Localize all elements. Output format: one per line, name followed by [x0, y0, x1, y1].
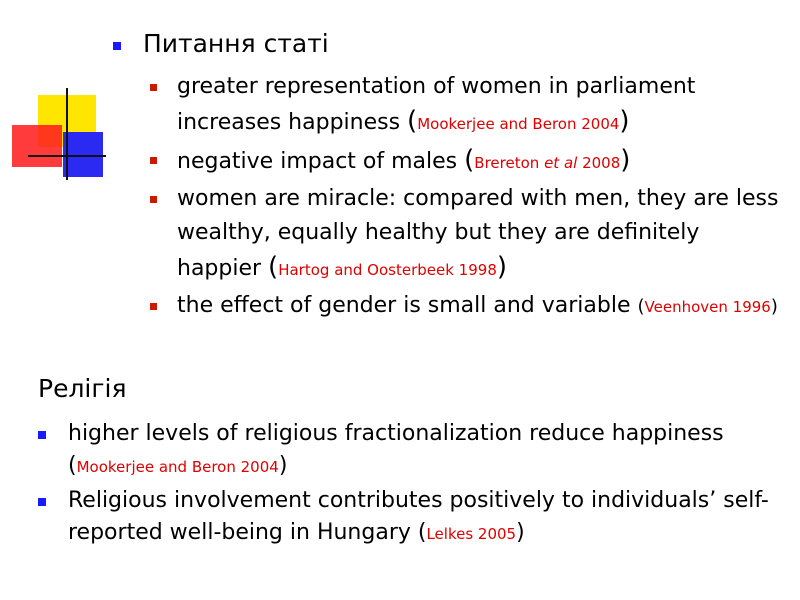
item-text: Religious involvement contributes positively to individuals’ self-reported well-being in Hungary — [68, 488, 769, 545]
item-text: the effect of gender is small and variable — [177, 293, 638, 318]
bullet-square-icon — [150, 84, 157, 91]
list-item: women are miracle: compared with men, they are less wealthy, equally healthy but they are definitely happier (Hartog and Oosterbeek 1998) — [177, 182, 787, 287]
list-item: higher levels of religious fractionalization reduce happiness (Mookerjee and Beron 2004) — [68, 418, 788, 483]
religion-list — [68, 418, 788, 552]
bullet-square-icon — [150, 157, 157, 164]
citation: Hartog and Oosterbeek 1998 — [278, 261, 497, 279]
citation: Mookerjee and Beron 2004 — [417, 115, 620, 133]
bullet-square-icon — [150, 196, 157, 203]
vertical-line — [66, 88, 68, 180]
item-text: higher levels of religious fractionalization reduce happiness — [68, 421, 724, 446]
item-text: greater representation of women in parliament increases happiness — [177, 74, 696, 135]
gender-title: Питання статі — [143, 29, 329, 58]
religion-title: Релігія — [38, 374, 127, 403]
citation: Mookerjee and Beron 2004 — [76, 458, 279, 476]
bullet-square-icon — [113, 42, 121, 50]
bullet-square-icon — [38, 431, 46, 439]
list-item: greater representation of women in parliament increases happiness (Mookerjee and Beron 2004) — [177, 70, 787, 141]
item-text: negative impact of males — [177, 149, 465, 174]
bullet-square-icon — [38, 498, 46, 506]
bullet-square-icon — [150, 303, 157, 310]
red-square — [12, 125, 62, 167]
list-item: negative impact of males (Brereton et al 2008) — [177, 143, 787, 180]
citation: Lelkes 2005 — [426, 525, 517, 543]
list-item: the effect of gender is small and variable (Veenhoven 1996) — [177, 289, 787, 324]
list-item: Religious involvement contributes positively to individuals’ self-reported well-being in Hungary (Lelkes 2005) — [68, 485, 788, 550]
item-text: women are miracle: compared with men, they are less wealthy, equally healthy but they are definitely happier — [177, 186, 779, 281]
citation: Veenhoven 1996 — [644, 298, 771, 316]
citation: Brereton et al 2008 — [474, 154, 621, 172]
horizontal-line — [28, 155, 106, 157]
decorative-logo — [0, 0, 120, 180]
gender-list — [177, 70, 787, 326]
